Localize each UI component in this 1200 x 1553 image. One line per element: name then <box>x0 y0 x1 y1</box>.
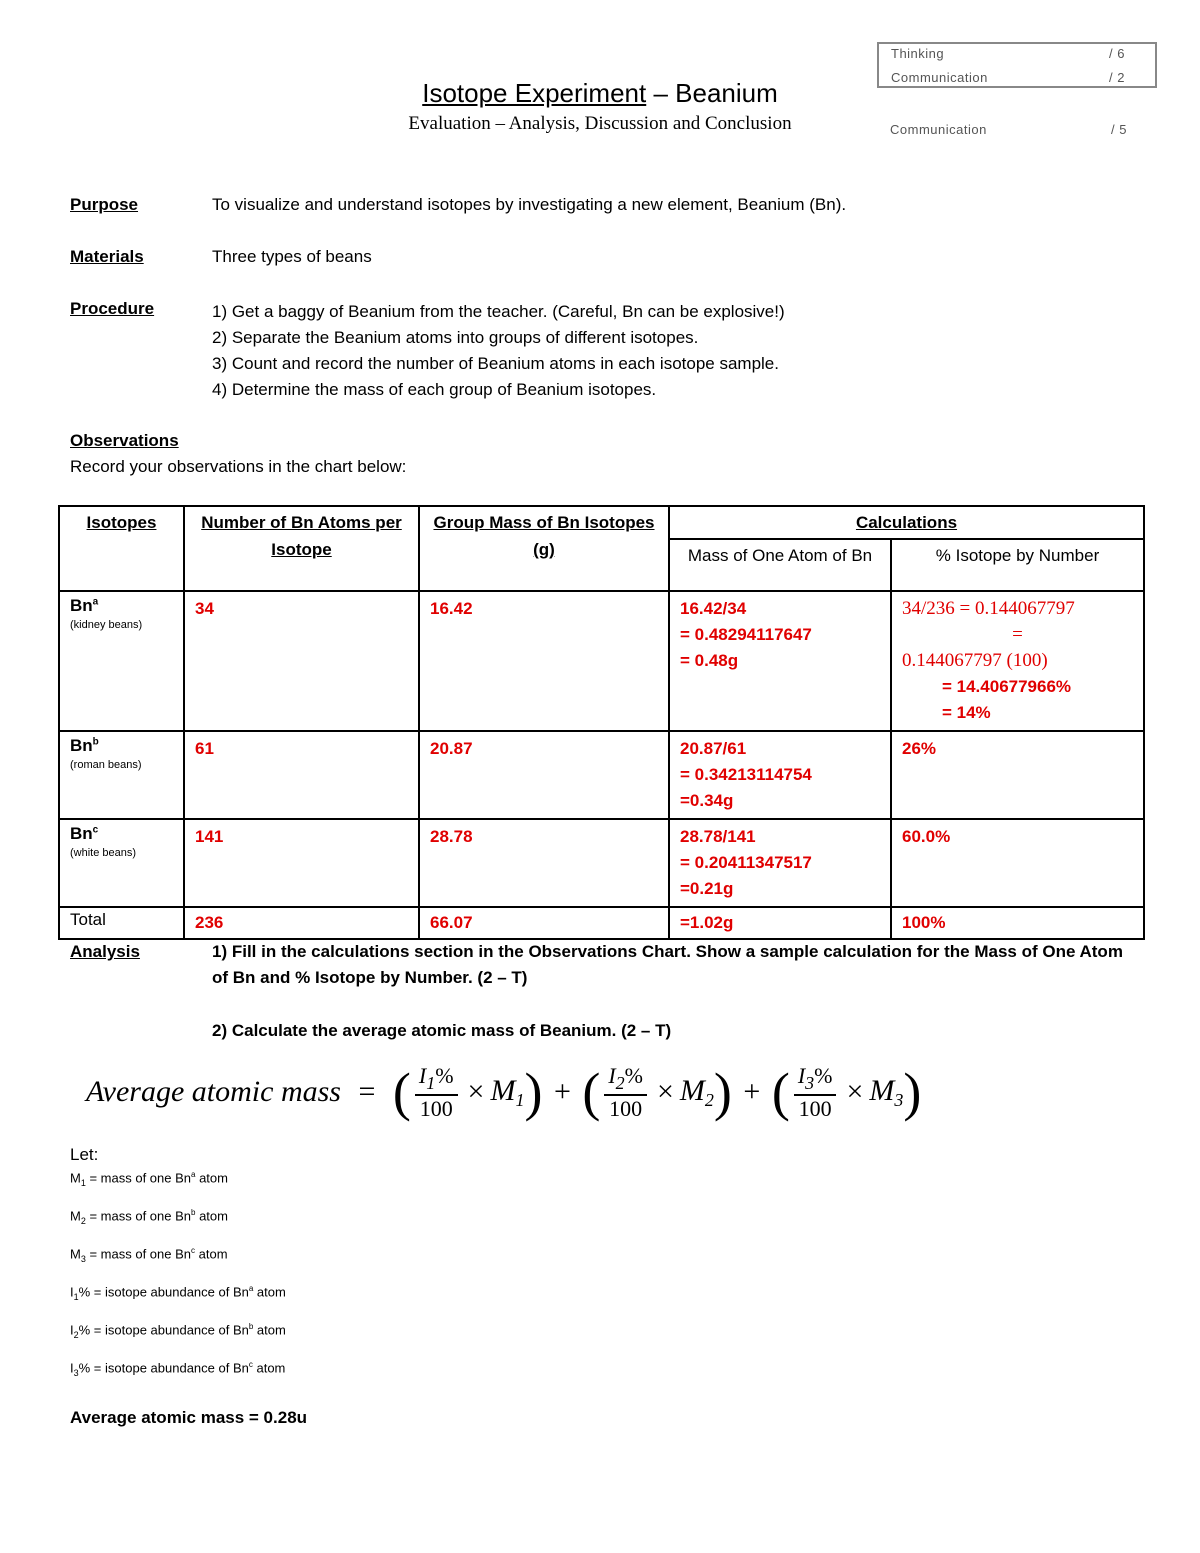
mass-cell: 20.87 <box>419 731 669 819</box>
calc-line: = 0.48294117647 <box>680 625 812 644</box>
average-mass-formula <box>86 1062 966 1128</box>
right-paren-icon: ) <box>713 1062 732 1122</box>
observations-table <box>58 505 1143 940</box>
analysis-q1: 1) Fill in the calculations section in the Observations Chart. Show a sample calculation for the Mass of One Atom of Bn and % Isotope by Number. (2 – T) <box>212 942 1123 987</box>
purpose-label: Purpose <box>70 195 139 214</box>
formula-mass: $M_1$ <box>490 1073 525 1110</box>
let-item: $I_1\%$ = isotope abundance of Bn$^a$ atom <box>70 1284 286 1302</box>
page-title <box>0 78 1200 109</box>
percent-cell: 60.0% <box>891 819 1144 907</box>
times-icon: × <box>657 1075 674 1108</box>
isotope-cell <box>59 591 184 731</box>
isotope-cell <box>59 731 184 819</box>
table-row <box>59 731 1144 819</box>
percent-cell <box>891 591 1144 731</box>
isotope-note: (kidney beans) <box>70 619 143 631</box>
calc-line: = 0.20411347517 <box>680 853 812 872</box>
calc-line: 28.78/141 <box>680 827 756 846</box>
materials-label: Materials <box>70 247 144 266</box>
header-percent: % Isotope by Number <box>891 539 1144 591</box>
total-label: Total <box>59 907 184 939</box>
communication-label: Communication <box>891 70 988 85</box>
total-pct: 100% <box>891 907 1144 939</box>
formula-mass: $M_2$ <box>679 1073 714 1110</box>
analysis-label: Analysis <box>70 942 140 961</box>
isotope-cell <box>59 819 184 907</box>
header-group-mass: Group Mass of Bn Isotopes (g) <box>419 506 669 591</box>
procedure-steps <box>212 299 785 403</box>
calc-cell <box>669 819 891 907</box>
observations-label: Observations <box>70 431 179 450</box>
calc-line: 20.87/61 <box>680 739 747 758</box>
pct-line: = 14.40677966% <box>942 677 1072 696</box>
count-cell: 141 <box>184 819 419 907</box>
table-row <box>59 591 1144 731</box>
isotope-name: Bn <box>70 824 93 843</box>
let-item: $M_1$ = mass of one Bn$^a$ atom <box>70 1170 228 1188</box>
pct-line: = <box>1012 624 1023 645</box>
total-mass: 66.07 <box>419 907 669 939</box>
count-cell: 34 <box>184 591 419 731</box>
observations-text: Record your observations in the chart below: <box>70 457 407 476</box>
final-answer: Average atomic mass = 0.28u <box>70 1408 308 1427</box>
communication2-label: Communication <box>890 122 987 137</box>
isotope-name: Bn <box>70 736 93 755</box>
title-underlined: Isotope Experiment <box>422 78 647 108</box>
let-item: $I_2\%$ = isotope abundance of Bn$^b$ atom <box>70 1322 286 1340</box>
plus-icon: + <box>743 1075 761 1108</box>
formula-fraction: $\frac{I_2\%}{100}$ <box>604 1063 647 1122</box>
calc-cell <box>669 591 891 731</box>
right-paren-icon: ) <box>903 1062 922 1122</box>
let-item: $I_3\%$ = isotope abundance of Bn$^c$ atom <box>70 1360 286 1378</box>
isotope-note: (roman beans) <box>70 759 142 771</box>
calc-line: =0.21g <box>680 879 734 898</box>
analysis-q2: 2) Calculate the average atomic mass of Beanium. (2 – T) <box>212 1021 672 1040</box>
times-icon: × <box>467 1075 485 1108</box>
let-item: $M_3$ = mass of one Bn$^c$ atom <box>70 1246 228 1264</box>
plus-icon: + <box>553 1075 571 1108</box>
isotope-sup: b <box>92 736 99 748</box>
calc-line: =0.34g <box>680 791 734 810</box>
calc-line: 16.42/34 <box>680 599 747 618</box>
procedure-step: 1) Get a baggy of Beanium from the teacher. (Careful, Bn can be explosive!) <box>212 302 785 321</box>
count-cell: 61 <box>184 731 419 819</box>
formula-lhs: Average atomic mass <box>86 1075 341 1108</box>
purpose-text: To visualize and understand isotopes by investigating a new element, Beanium (Bn). <box>212 195 847 214</box>
total-count: 236 <box>184 907 419 939</box>
header-number: Number of Bn Atoms per Isotope <box>184 506 419 591</box>
procedure-step: 4) Determine the mass of each group of Beanium isotopes. <box>212 380 657 399</box>
communication-score: / 2 <box>1109 70 1125 85</box>
calc-line: = 0.34213114754 <box>680 765 812 784</box>
table-row <box>59 819 1144 907</box>
isotope-sup: c <box>92 824 99 836</box>
formula-equals: = <box>358 1075 376 1108</box>
page-subtitle: Evaluation – Analysis, Discussion and Conclusion <box>408 113 792 134</box>
isotope-name: Bn <box>70 596 93 615</box>
total-calc: =1.02g <box>669 907 891 939</box>
let-title: Let: <box>70 1145 99 1164</box>
formula-mass: $M_3$ <box>869 1073 904 1110</box>
mass-cell: 28.78 <box>419 819 669 907</box>
percent-cell: 26% <box>891 731 1144 819</box>
communication2-score: / 5 <box>1111 122 1127 137</box>
thinking-label: Thinking <box>891 46 945 61</box>
isotope-note: (white beans) <box>70 847 137 859</box>
left-paren-icon: ( <box>771 1062 790 1122</box>
thinking-mark <box>891 46 1125 61</box>
times-icon: × <box>846 1075 864 1108</box>
left-paren-icon: ( <box>582 1062 601 1122</box>
calc-line: = 0.48g <box>680 651 739 670</box>
isotope-sup: a <box>92 596 99 608</box>
right-paren-icon: ) <box>524 1062 543 1122</box>
procedure-label: Procedure <box>70 299 155 318</box>
table-total-row <box>59 907 1144 939</box>
left-paren-icon: ( <box>392 1062 411 1122</box>
header-calculations: Calculations <box>669 506 1144 539</box>
thinking-score: / 6 <box>1109 46 1125 61</box>
procedure-step: 3) Count and record the number of Beanium atoms in each isotope sample. <box>212 354 779 373</box>
pct-line: = 14% <box>942 703 991 722</box>
calc-cell <box>669 731 891 819</box>
materials-text: Three types of beans <box>212 247 372 266</box>
let-item: $M_2$ = mass of one Bn$^b$ atom <box>70 1208 228 1226</box>
header-isotopes: Isotopes <box>59 506 184 591</box>
formula-fraction: $\frac{I_1\%}{100}$ <box>415 1063 458 1122</box>
pct-line: 0.144067797 (100) <box>902 650 1048 671</box>
procedure-step: 2) Separate the Beanium atoms into groups of different isotopes. <box>212 328 699 347</box>
pct-line: 34/236 = 0.144067797 <box>902 598 1075 619</box>
header-mass-one: Mass of One Atom of Bn <box>669 539 891 591</box>
mass-cell: 16.42 <box>419 591 669 731</box>
title-rest: – Beanium <box>646 78 778 108</box>
formula-fraction: $\frac{I_3\%}{100}$ <box>794 1063 837 1122</box>
